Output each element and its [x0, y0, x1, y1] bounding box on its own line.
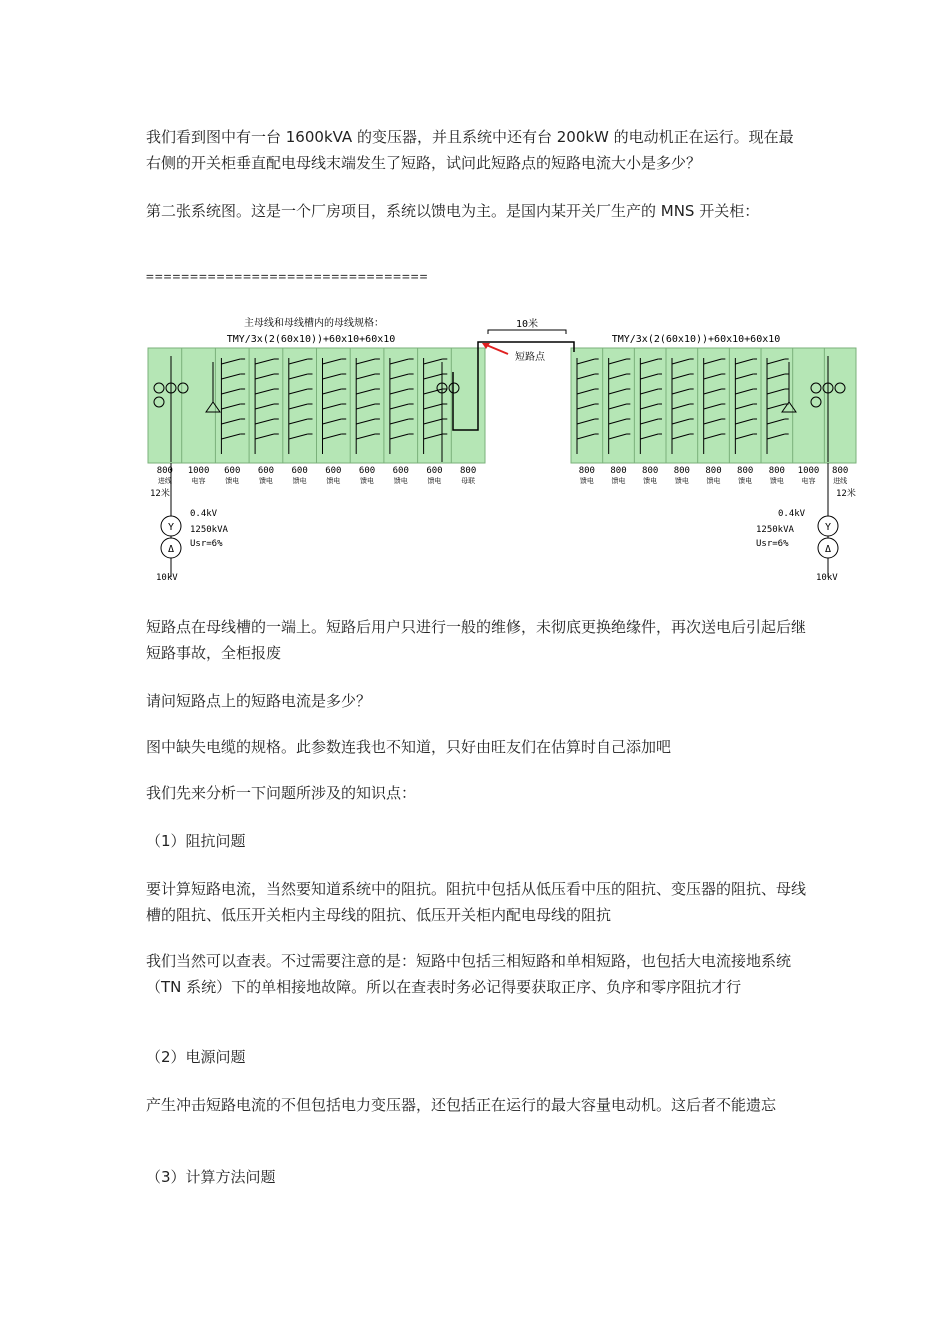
left-cabinet-name: 馈电	[225, 477, 240, 485]
right-cabinet-rating: 800	[673, 466, 690, 476]
left-cabinet-name: 馈电	[393, 477, 408, 485]
section-heading-impedance: （1）阻抗问题	[146, 832, 246, 850]
source-paragraph: 产生冲击短路电流的不但包括电力变压器，还包括正在运行的最大容量电动机。这后者不能遗忘	[146, 1096, 777, 1114]
fault-description-paragraph: 短路点在母线槽的一端上。短路后用户只进行一般的维修，未彻底更换绝缘件，再次送电后引起后继短路事故，全柜报废	[146, 618, 807, 662]
busduct-length-dimension	[488, 330, 566, 334]
right-transformer-usr: Usr=6%	[756, 539, 789, 549]
left-cabinet-rating: 600	[358, 466, 376, 476]
left-cabinet-name: 馈电	[292, 477, 307, 485]
right-transformer-rating: 1250kVA	[756, 525, 794, 535]
right-delta-symbol: Δ	[824, 544, 832, 555]
right-cabinet-rating: 800	[610, 466, 627, 476]
right-cabinet-name: 馈电	[643, 477, 658, 485]
left-transformer-usr: Usr=6%	[190, 539, 223, 549]
left-lv-voltage: 0.4kV	[190, 509, 218, 519]
left-cabinet-name: 馈电	[326, 477, 341, 485]
busduct-length-label: 10米	[515, 319, 539, 330]
fault-point-label: 短路点	[515, 352, 545, 363]
left-delta-symbol: Δ	[167, 544, 175, 555]
missing-cable-paragraph: 图中缺失电缆的规格。此参数连我也不知道，只好由旺友们在估算时自己添加吧	[146, 738, 672, 756]
section-heading-method: （3）计算方法问题	[146, 1168, 276, 1186]
second-diagram-paragraph: 第二张系统图。这是一个厂房项目，系统以馈电为主。是国内某开关厂生产的 MNS 开关柜：	[146, 202, 760, 220]
intro-paragraph: 我们看到图中有一台 1600kVA 的变压器，并且系统中还有台 200kW 的电动机正在运行。现在最右侧的开关柜垂直配电母线末端发生了短路，试问此短路点的短路电流大小是多少？	[146, 128, 794, 172]
right-cabinet-rating: 1000	[797, 466, 820, 476]
right-cabinet-rating: 800	[832, 466, 849, 476]
right-cabinet-rating: 800	[705, 466, 722, 476]
left-cabinet-name: 电容	[191, 477, 206, 485]
busbar-spec-title: 主母线和母线槽内的母线规格：	[244, 318, 384, 329]
left-cabinet-name: 馈电	[427, 477, 442, 485]
left-cabinet-name: 馈电	[258, 477, 273, 485]
left-busbar-spec: TMY/3x(2(60x10))+60x10+60x10	[226, 334, 396, 345]
separator-line: ================================	[146, 270, 429, 285]
right-cabinet-name: 馈电	[579, 477, 594, 485]
left-transformer-rating: 1250kVA	[190, 525, 228, 535]
left-cabinet-name: 母联	[461, 477, 476, 485]
right-cabinet-name: 电容	[801, 477, 816, 485]
left-cabinet-rating: 1000	[187, 466, 210, 476]
left-cabinet-rating: 800	[460, 466, 477, 476]
right-cable-length: 12米	[836, 489, 856, 499]
right-switchgear-block	[571, 348, 856, 463]
left-cabinet-rating: 600	[426, 466, 443, 476]
right-cabinet-name: 馈电	[706, 477, 721, 485]
left-cabinet-rating: 600	[392, 466, 409, 476]
left-wye-symbol: Y	[167, 522, 175, 533]
right-cabinet-labels	[579, 466, 849, 485]
left-cable-length: 12米	[150, 489, 170, 499]
left-cabinet-name: 馈电	[360, 477, 375, 485]
right-cabinet-name: 馈电	[769, 477, 784, 485]
analysis-intro-paragraph: 我们先来分析一下问题所涉及的知识点：	[146, 784, 417, 802]
left-cabinet-labels	[157, 466, 477, 485]
right-busbar-spec: TMY/3x(2(60x10))+60x10+60x10	[611, 334, 781, 345]
right-cabinet-name: 馈电	[674, 477, 689, 485]
right-cabinet-name: 馈电	[611, 477, 626, 485]
right-wye-symbol: Y	[824, 522, 832, 533]
impedance-paragraph: 要计算短路电流，当然要知道系统中的阻抗。阻抗中包括从低压看中压的阻抗、变压器的阻抗、母线槽的阻抗、低压开关柜内主母线的阻抗、低压开关柜内配电母线的阻抗	[146, 880, 807, 924]
right-cabinet-rating: 800	[768, 466, 785, 476]
left-cabinet-rating: 800	[156, 466, 173, 476]
single-line-diagram	[146, 312, 866, 587]
right-lv-voltage: 0.4kV	[778, 509, 806, 519]
left-cabinet-rating: 600	[291, 466, 308, 476]
right-cabinet-name: 进线	[833, 477, 848, 485]
question-paragraph: 请问短路点上的短路电流是多少？	[146, 692, 372, 710]
left-cabinet-rating: 600	[224, 466, 241, 476]
right-cabinet-rating: 800	[642, 466, 659, 476]
left-hv-voltage: 10kV	[156, 573, 178, 583]
right-cabinet-name: 馈电	[738, 477, 753, 485]
left-cabinet-rating: 600	[257, 466, 275, 476]
left-cabinet-name: 进线	[157, 477, 172, 485]
lookup-table-paragraph: 我们当然可以查表。不过需要注意的是：短路中包括三相短路和单相短路，也包括大电流接地系统（TN 系统）下的单相接地故障。所以在查表时务必记得要获取正序、负序和零序阻抗才行	[146, 952, 792, 996]
right-cabinet-rating: 800	[737, 466, 754, 476]
section-heading-source: （2）电源问题	[146, 1048, 246, 1066]
right-hv-voltage: 10kV	[816, 573, 838, 583]
left-cabinet-rating: 600	[325, 466, 342, 476]
right-cabinet-rating: 800	[578, 466, 595, 476]
